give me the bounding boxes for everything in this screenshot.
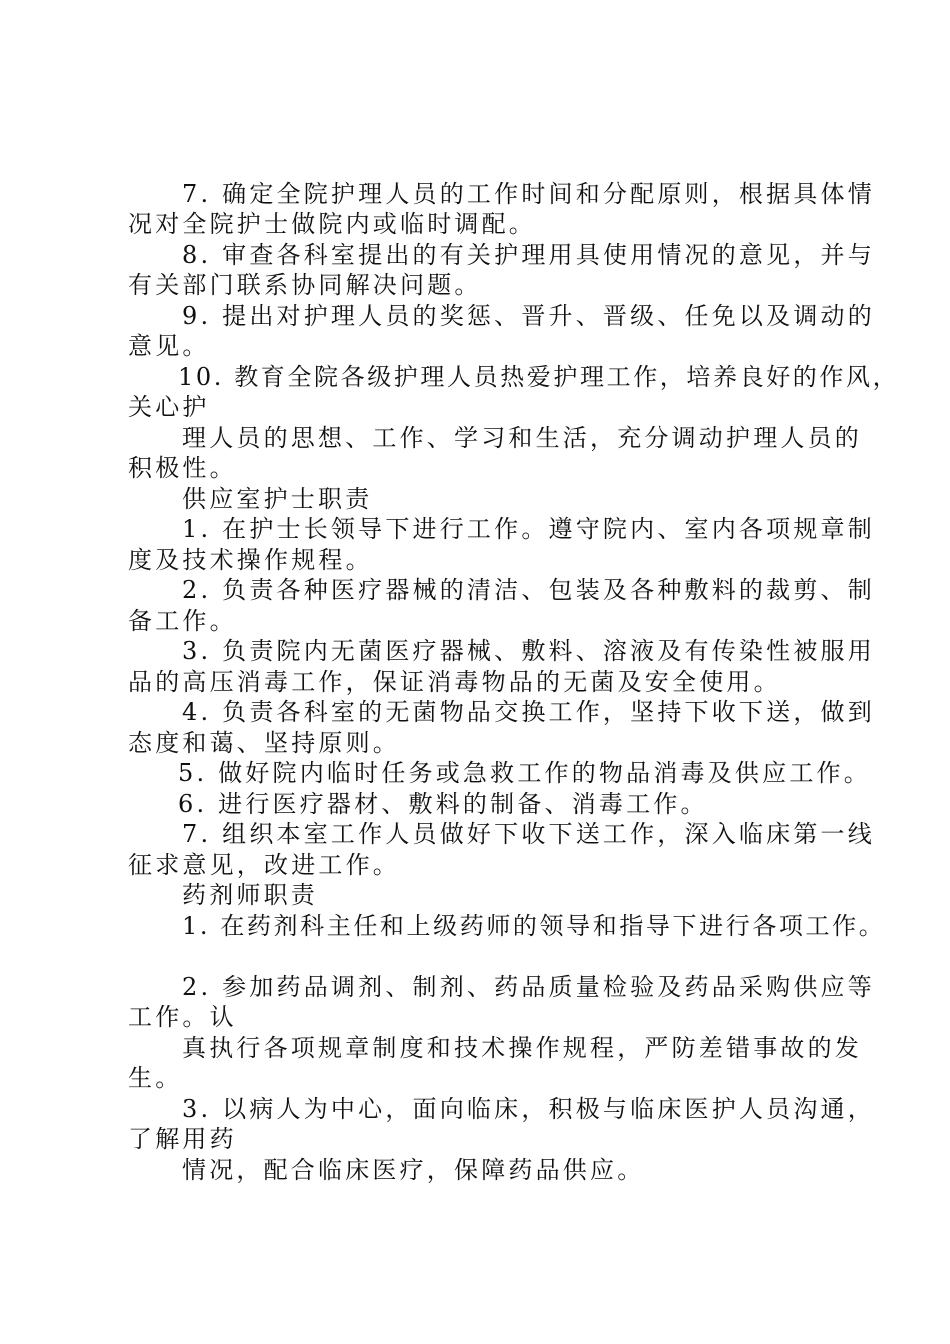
text-line: 真执行各项规章制度和技术操作规程，严防差错事故的发: [182, 1034, 862, 1062]
text-line: 2. 负责各种医疗器械的清洁、包装及各种敷料的裁剪、制: [182, 576, 875, 604]
text-line: 10. 教育全院各级护理人员热爱护理工作，培养良好的作风，: [178, 363, 900, 391]
text-line: 2. 参加药品调剂、制剂、药品质量检验及药品采购供应等: [182, 973, 875, 1001]
text-line: 备工作。: [128, 607, 237, 635]
section-heading: 供应室护士职责: [182, 485, 373, 513]
text-line: 8. 审查各科室提出的有关护理用具使用情况的意见，并与: [182, 241, 875, 269]
text-line: 9. 提出对护理人员的奖惩、晋升、晋级、任免以及调动的: [182, 302, 875, 330]
text-line: 了解用药: [128, 1125, 237, 1153]
text-line: 理人员的思想、工作、学习和生活，充分调动护理人员的: [182, 424, 862, 452]
text-line: 态度和蔼、坚持原则。: [128, 729, 400, 757]
text-line: 1. 在护士长领导下进行工作。遵守院内、室内各项规章制: [182, 515, 875, 543]
text-line: 度及技术操作规程。: [128, 546, 373, 574]
text-line: 工作。认: [128, 1003, 237, 1031]
text-line: 关心护: [128, 393, 210, 421]
text-line: 7. 确定全院护理人员的工作时间和分配原则，根据具体情: [182, 180, 875, 208]
text-line: 意见。: [128, 332, 210, 360]
section-heading: 药剂师职责: [182, 881, 318, 909]
text-line: 积极性。: [128, 454, 237, 482]
text-line: 况对全院护士做院内或临时调配。: [128, 210, 536, 238]
text-line: 3. 负责院内无菌医疗器械、敷料、溶液及有传染性被服用: [182, 637, 875, 665]
text-line: 1. 在药剂科主任和上级药师的领导和指导下进行各项工作。: [182, 912, 886, 940]
text-line: 7. 组织本室工作人员做好下收下送工作，深入临床第一线: [182, 820, 875, 848]
text-line: 情况，配合临床医疗，保障药品供应。: [182, 1156, 645, 1184]
text-line: 有关部门联系协同解决问题。: [128, 271, 482, 299]
text-line: 品的高压消毒工作，保证消毒物品的无菌及安全使用。: [128, 668, 781, 696]
text-line: 5. 做好院内临时任务或急救工作的物品消毒及供应工作。: [178, 759, 871, 787]
text-line: 生。: [128, 1064, 183, 1092]
text-line: 3. 以病人为中心，面向临床，积极与临床医护人员沟通，: [182, 1095, 875, 1123]
text-line: 4. 负责各科室的无菌物品交换工作，坚持下收下送，做到: [182, 698, 875, 726]
text-line: 征求意见，改进工作。: [128, 851, 400, 879]
text-line: 6. 进行医疗器材、敷料的制备、消毒工作。: [178, 790, 708, 818]
